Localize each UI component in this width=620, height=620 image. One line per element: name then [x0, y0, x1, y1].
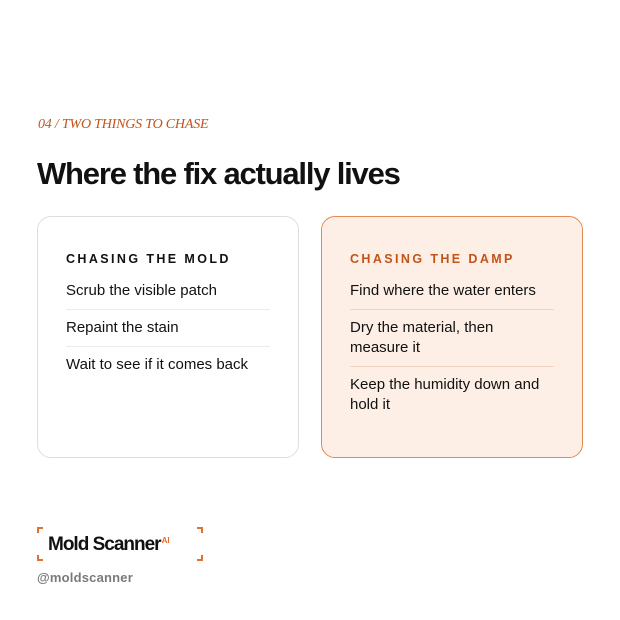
- list-item: Repaint the stain: [66, 318, 270, 347]
- frame-corner-icon: [197, 527, 203, 533]
- list-item: Keep the humidity down and hold it: [350, 376, 540, 413]
- frame-corner-icon: [197, 555, 203, 561]
- card-heading: CHASING THE MOLD: [66, 252, 231, 266]
- brand-name-text: Mold Scanner: [48, 534, 161, 555]
- list-item: Scrub the visible patch: [66, 281, 270, 310]
- page-title: Where the fix actually lives: [37, 156, 400, 191]
- list-item: Find where the water enters: [350, 281, 554, 310]
- social-handle: @moldscanner: [37, 570, 133, 585]
- brand-ai-badge: AI: [161, 535, 170, 545]
- brand-logo: [37, 527, 203, 561]
- card-heading: CHASING THE DAMP: [350, 252, 515, 266]
- frame-corner-icon: [37, 555, 43, 561]
- frame-corner-icon: [37, 527, 43, 533]
- section-kicker: 04 / TWO THINGS TO CHASE: [38, 117, 209, 132]
- card-chasing-damp: [321, 216, 583, 458]
- brand-name: [48, 534, 170, 556]
- list-item: Dry the material, then measure it: [350, 318, 554, 367]
- card-chasing-mold: [37, 216, 299, 458]
- list-item: Wait to see if it comes back: [66, 356, 249, 373]
